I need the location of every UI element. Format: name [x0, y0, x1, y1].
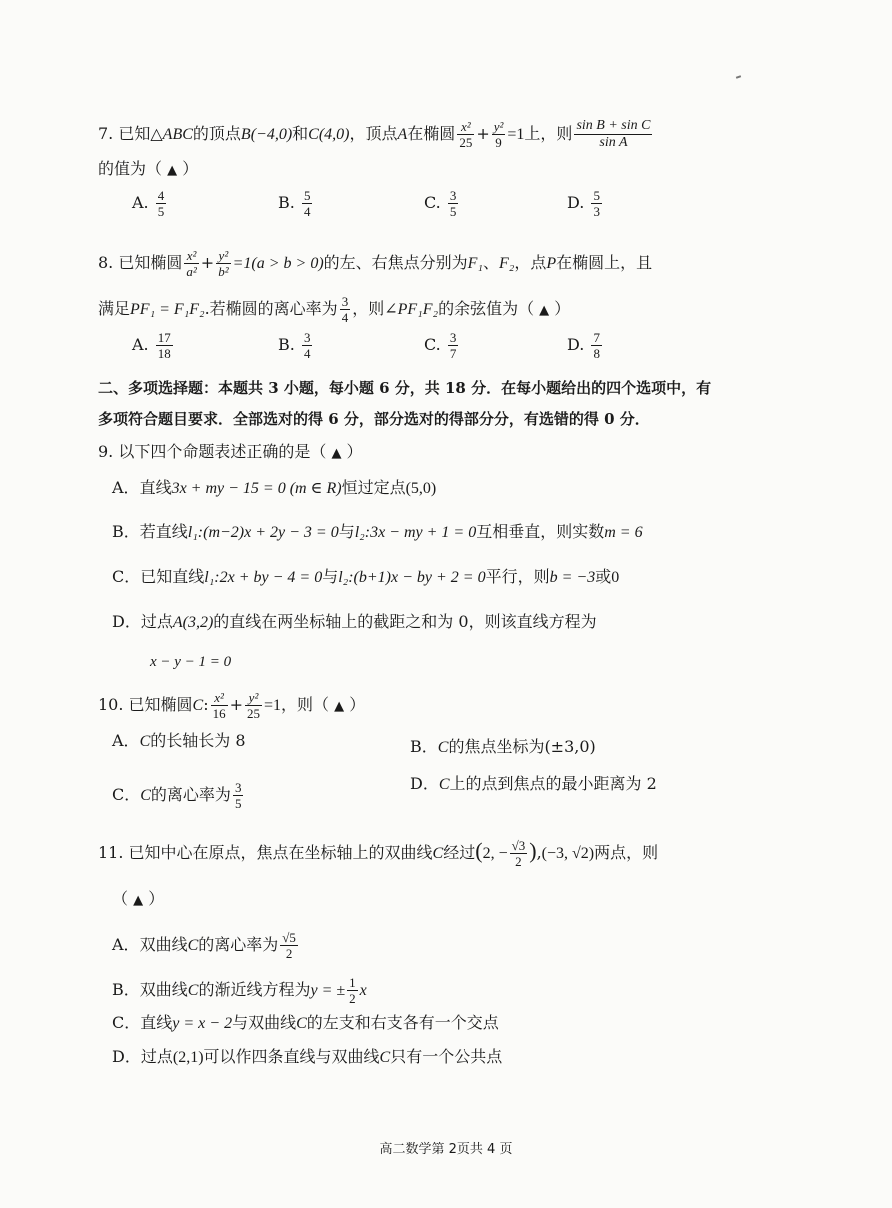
option-text: 与: [322, 567, 339, 586]
q9-stem-text: 9. 以下四个命题表述正确的是（: [98, 442, 327, 461]
q7-ratio-num: sin B + sin C: [576, 118, 651, 133]
answer-triangle-icon: ▲: [331, 446, 342, 461]
option-text: 可以作四条直线与双曲线: [203, 1047, 380, 1066]
option-letter: D．: [410, 774, 439, 793]
option-text: 的离心率为: [198, 935, 279, 954]
q8-eq-y: y²: [216, 248, 230, 264]
q7-line2-text: 的值为（: [98, 159, 163, 178]
q10-stem-a: 10. 已知椭圆: [98, 695, 193, 714]
q9-option-b[interactable]: [112, 521, 643, 544]
option-text: 的离心率为: [150, 785, 231, 804]
option-text: 的焦点坐标为(±3,0): [448, 737, 596, 756]
q7-line2: [98, 158, 198, 182]
option-text: 已知直线: [140, 567, 205, 586]
frac-num: 17: [157, 330, 171, 345]
option-math: y = x − 2: [172, 1015, 233, 1032]
option-var: C: [187, 982, 199, 999]
q9-stem-end: ）: [346, 442, 363, 461]
frac-den: 18: [157, 346, 171, 361]
option-var: C: [296, 1015, 307, 1032]
option-letter: D．: [112, 612, 141, 631]
q7-text-b: 的顶点: [192, 124, 241, 143]
option-text: 恒过定点: [341, 478, 406, 497]
q8-condition: PF₁ = F₁F₂: [130, 301, 205, 318]
option-var: C: [438, 776, 450, 793]
q7-text-e: 在椭圆: [407, 124, 456, 143]
option-letter: B．: [112, 522, 140, 541]
q7-text-d: ，顶点: [349, 124, 398, 143]
q11-stem-a: 11. 已知中心在原点，焦点在坐标轴上的双曲线: [98, 843, 433, 862]
frac-num: √3: [511, 838, 526, 853]
q8-number: 8.: [98, 253, 114, 272]
answer-triangle-icon: ▲: [334, 699, 345, 714]
q7-frac-x: [457, 119, 474, 150]
option-letter: C．: [112, 785, 141, 804]
q8-text-b: 的左、右焦点分别为: [323, 253, 468, 272]
answer-triangle-icon: ▲: [133, 893, 144, 908]
q8-angle: ∠PF₁F₂: [384, 301, 439, 318]
option-letter: C．: [112, 567, 141, 586]
option-letter: A．: [112, 478, 140, 497]
option-frac: [347, 975, 358, 1006]
option-text: 与: [338, 522, 355, 541]
q7-number: 7.: [98, 124, 114, 143]
option-letter: A.: [132, 335, 149, 354]
option-frac: [591, 188, 602, 219]
option-text: 互相垂直，则实数: [476, 522, 605, 541]
option-letter: C.: [424, 335, 441, 354]
option-letter: D．: [112, 1047, 141, 1066]
option-math: x: [359, 982, 367, 999]
q10-option-b[interactable]: [410, 736, 596, 759]
option-text: 只有一个公共点: [390, 1047, 503, 1066]
frac-num: 1: [349, 975, 356, 990]
frac-den: 5: [449, 204, 457, 219]
option-var: C: [139, 733, 151, 750]
q11-stem-c: 两点，则: [594, 843, 659, 862]
q9-option-d-line2: x − y − 1 = 0: [150, 654, 232, 670]
q7-eq-25: 25: [459, 135, 473, 150]
option-letter: A.: [132, 193, 149, 212]
option-math: l₂:3x − my + 1 = 0: [354, 524, 477, 541]
q8-option-d[interactable]: [567, 330, 604, 361]
q11-point2: (−3, √2): [541, 845, 595, 862]
q9-stem: [98, 441, 363, 465]
q10-option-c[interactable]: [112, 780, 245, 811]
option-frac: [591, 330, 602, 361]
frac-num: 5: [303, 188, 311, 203]
frac-den: 4: [303, 346, 311, 361]
option-var: C: [437, 739, 449, 756]
q10-option-a[interactable]: [112, 730, 246, 753]
q7-eq-x: x²: [457, 119, 474, 135]
q8-line2-c: ，则: [352, 299, 385, 318]
q8-text-a: 已知椭圆: [118, 253, 183, 272]
frac-num: √5: [282, 930, 296, 945]
option-letter: D.: [567, 193, 585, 212]
q7-frac-y: [492, 119, 506, 150]
option-var: C: [140, 787, 151, 804]
q10-stem: 10. 已知椭圆C: $\frac{\text{x²}}{16}$ + $\frac{\text{y²}}{25}$ =1，则（ ▲ ）: [98, 690, 366, 721]
q10-stem-b: ，则（: [281, 695, 330, 714]
section2-line2: 多项符合题目要求．全部选对的得 6 分，部分选对的得部分分，有选错的得 0 分．: [98, 410, 650, 428]
option-var: C: [187, 937, 199, 954]
q7-option-d[interactable]: [567, 188, 604, 219]
option-letter: C.: [424, 193, 441, 212]
q10-eq-16: 16: [212, 706, 226, 721]
q7-triangle: △ABC: [150, 126, 193, 143]
frac-num: 3: [449, 188, 457, 203]
q10-c-var: C: [192, 697, 204, 714]
frac-num: 5: [593, 188, 600, 203]
q8-frac-y: [216, 248, 230, 279]
option-text: 的直线在两坐标轴上的截距之和为 0，则该直线方程为: [213, 612, 597, 631]
q10-frac-y: [245, 690, 262, 721]
q8-text-c: ，点: [514, 253, 547, 272]
q7-eq-rest: =1: [507, 126, 525, 143]
option-text: 的长轴长为 8: [150, 731, 246, 750]
option-letter: B.: [278, 193, 295, 212]
q7-text-f: 上，则: [524, 124, 573, 143]
q7-line1: 7. 已知△ABC的顶点B(−4,0)和C(4,0)，顶点A在椭圆 $\frac{\text{x²}}{25}$ + $\frac{\text{y²}}{9}$ =1上，则 $\frac{\text{sin B + sin C}}{\text{sin A}}$: [98, 118, 651, 150]
q11-stem: 11. 已知中心在原点，焦点在坐标轴上的双曲线C经过(2, − $\frac{√3}{2}$ ),(−3, √2)两点，则: [98, 838, 659, 869]
frac-den: 5: [234, 796, 242, 811]
q11-option-c[interactable]: [112, 1012, 499, 1035]
q7-text-c: 和: [292, 124, 309, 143]
option-frac: [302, 188, 313, 219]
q8-line2-end: ）: [554, 299, 571, 318]
option-frac: [448, 188, 459, 219]
q8-eq-b: b²: [218, 264, 229, 279]
option-math: l₁:2x + by − 4 = 0: [204, 569, 323, 586]
option-text: 或: [595, 567, 612, 586]
frac-den: 2: [349, 991, 356, 1006]
q11-line2: [112, 888, 164, 912]
q8-frac-x: [184, 248, 198, 279]
option-math: l₁:(m−2)x + 2y − 3 = 0: [187, 524, 339, 541]
q8-e-frac: [340, 294, 351, 325]
option-letter: B.: [278, 335, 295, 354]
frac-den: 3: [593, 204, 600, 219]
option-var: C: [379, 1049, 391, 1066]
page-footer: 高二数学第 2页共 4 页: [379, 1142, 513, 1157]
q8-line2-b: .若椭圆的离心率为: [204, 299, 338, 318]
q9-option-a[interactable]: [112, 477, 436, 500]
frac-num: 3: [234, 780, 242, 795]
q10-eq-x: x²: [211, 690, 228, 706]
option-math: b = −3: [549, 569, 596, 586]
option-math: l₂:(b+1)x − by + 2 = 0: [338, 569, 486, 586]
q11-option-d[interactable]: [112, 1046, 502, 1069]
scan-mark: [736, 75, 741, 79]
option-letter: B．: [112, 980, 140, 999]
q8-line2-a: 满足: [98, 299, 131, 318]
q7-option-c[interactable]: [424, 188, 460, 219]
option-text: 双曲线: [139, 935, 188, 954]
q8-line2-d: 的余弦值为（: [438, 299, 535, 318]
frac-den: 4: [341, 310, 349, 325]
q9-option-c[interactable]: [112, 566, 619, 589]
option-text: 上的点到焦点的最小距离为 2: [449, 774, 657, 793]
q11-c-var: C: [432, 845, 444, 862]
option-frac: [156, 188, 167, 219]
answer-triangle-icon: ▲: [539, 303, 550, 318]
option-letter: C．: [112, 1013, 141, 1032]
q10-frac-x: [211, 690, 228, 721]
q7-point-c: C(4,0): [308, 126, 350, 143]
q8-f1: F₁: [467, 255, 483, 272]
frac-num: 7: [593, 330, 600, 345]
option-frac: [233, 780, 244, 811]
frac-num: 3: [341, 294, 349, 309]
q11-line2-text: （: [112, 889, 129, 908]
frac-num: 4: [157, 188, 165, 203]
option-frac: [156, 330, 173, 361]
q8-f2: F₂: [499, 255, 515, 272]
frac-num: 3: [449, 330, 457, 345]
q8-line2: [98, 294, 570, 325]
q7-eq-y: y²: [493, 119, 504, 134]
q11-option-a[interactable]: [112, 930, 300, 961]
option-letter: B．: [410, 737, 438, 756]
q8-eq-x: x²: [184, 248, 198, 264]
q7-a-var: A: [397, 126, 408, 143]
q8-p-var: P: [546, 255, 557, 272]
frac-den: 7: [449, 346, 457, 361]
q11-line2-end: ）: [148, 889, 165, 908]
q7-text-a: 已知: [118, 124, 151, 143]
frac-den: 8: [593, 346, 600, 361]
frac-den: 2: [515, 854, 522, 869]
frac-num: 3: [303, 330, 311, 345]
option-math: y = ±: [310, 982, 346, 999]
option-text: 直线: [140, 1013, 173, 1032]
option-text: 若直线: [139, 522, 188, 541]
option-math: 0: [611, 569, 620, 586]
q10-eq-rest: =1: [264, 697, 282, 714]
q8-text-d: 在椭圆上，且: [556, 253, 653, 272]
option-frac: [448, 330, 459, 361]
option-frac: [302, 330, 313, 361]
q7-eq-9: 9: [495, 135, 502, 150]
option-letter: D.: [567, 335, 585, 354]
q7-ratio-den: sin A: [599, 135, 628, 150]
frac-den: 4: [303, 204, 311, 219]
option-math: (5,0): [405, 480, 437, 497]
section2-line1: 二、多项选择题：本题共 3 小题，每小题 6 分，共 18 分．在每小题给出的四个选项中，有: [98, 379, 712, 397]
option-text: 直线: [139, 478, 172, 497]
q8-eq-a: a²: [186, 264, 197, 279]
q11-point1-frac: [510, 838, 528, 869]
q7-option-a[interactable]: [132, 188, 168, 219]
option-letter: A．: [112, 731, 140, 750]
answer-triangle-icon: ▲: [167, 163, 178, 178]
q8-option-b[interactable]: [278, 330, 314, 361]
frac-den: 2: [285, 946, 293, 961]
option-math: (2,1): [172, 1049, 204, 1066]
q8-line1: 8. 已知椭圆 $\frac{\text{x²}}{\text{a²}}$ + $\frac{\text{y²}}{\text{b²}}$ =1(a > b > 0)的左、右焦点分别为F₁、F₂，点P在椭圆上，且: [98, 248, 653, 279]
q7-ratio: [574, 118, 652, 151]
q7-option-b[interactable]: [278, 188, 314, 219]
q11-option-b[interactable]: [112, 975, 367, 1006]
q7-line2-end: ）: [182, 159, 199, 178]
option-text: 平行，则: [485, 567, 550, 586]
q9-option-d[interactable]: [112, 611, 597, 634]
q10-option-d[interactable]: [410, 773, 657, 796]
frac-den: 5: [157, 204, 165, 219]
option-letter: A．: [112, 935, 140, 954]
option-math: m = 6: [604, 524, 643, 541]
q10-eq-25: 25: [247, 706, 261, 721]
q11-point1-a: 2, −: [482, 845, 508, 862]
option-text: 的渐近线方程为: [198, 980, 311, 999]
q11-stem-b: 经过: [443, 843, 476, 862]
q8-option-c[interactable]: [424, 330, 460, 361]
q8-sep: 、: [483, 253, 500, 272]
option-math: A(3,2): [172, 614, 214, 631]
option-text: 双曲线: [139, 980, 188, 999]
option-text: 过点: [140, 1047, 173, 1066]
q8-option-a[interactable]: [132, 330, 175, 361]
option-math: 3x + my − 15 = 0 (m ∈ R): [171, 480, 342, 497]
option-text: 与双曲线: [232, 1013, 297, 1032]
option-text: 的左支和右支各有一个交点: [306, 1013, 499, 1032]
option-frac: [280, 930, 298, 961]
q10-stem-end: ）: [349, 695, 366, 714]
q8-eq-rest: =1(a > b > 0): [232, 255, 324, 272]
option-text: 过点: [140, 612, 173, 631]
q7-point-b: B(−4,0): [240, 126, 293, 143]
q10-eq-y: y²: [245, 690, 262, 706]
